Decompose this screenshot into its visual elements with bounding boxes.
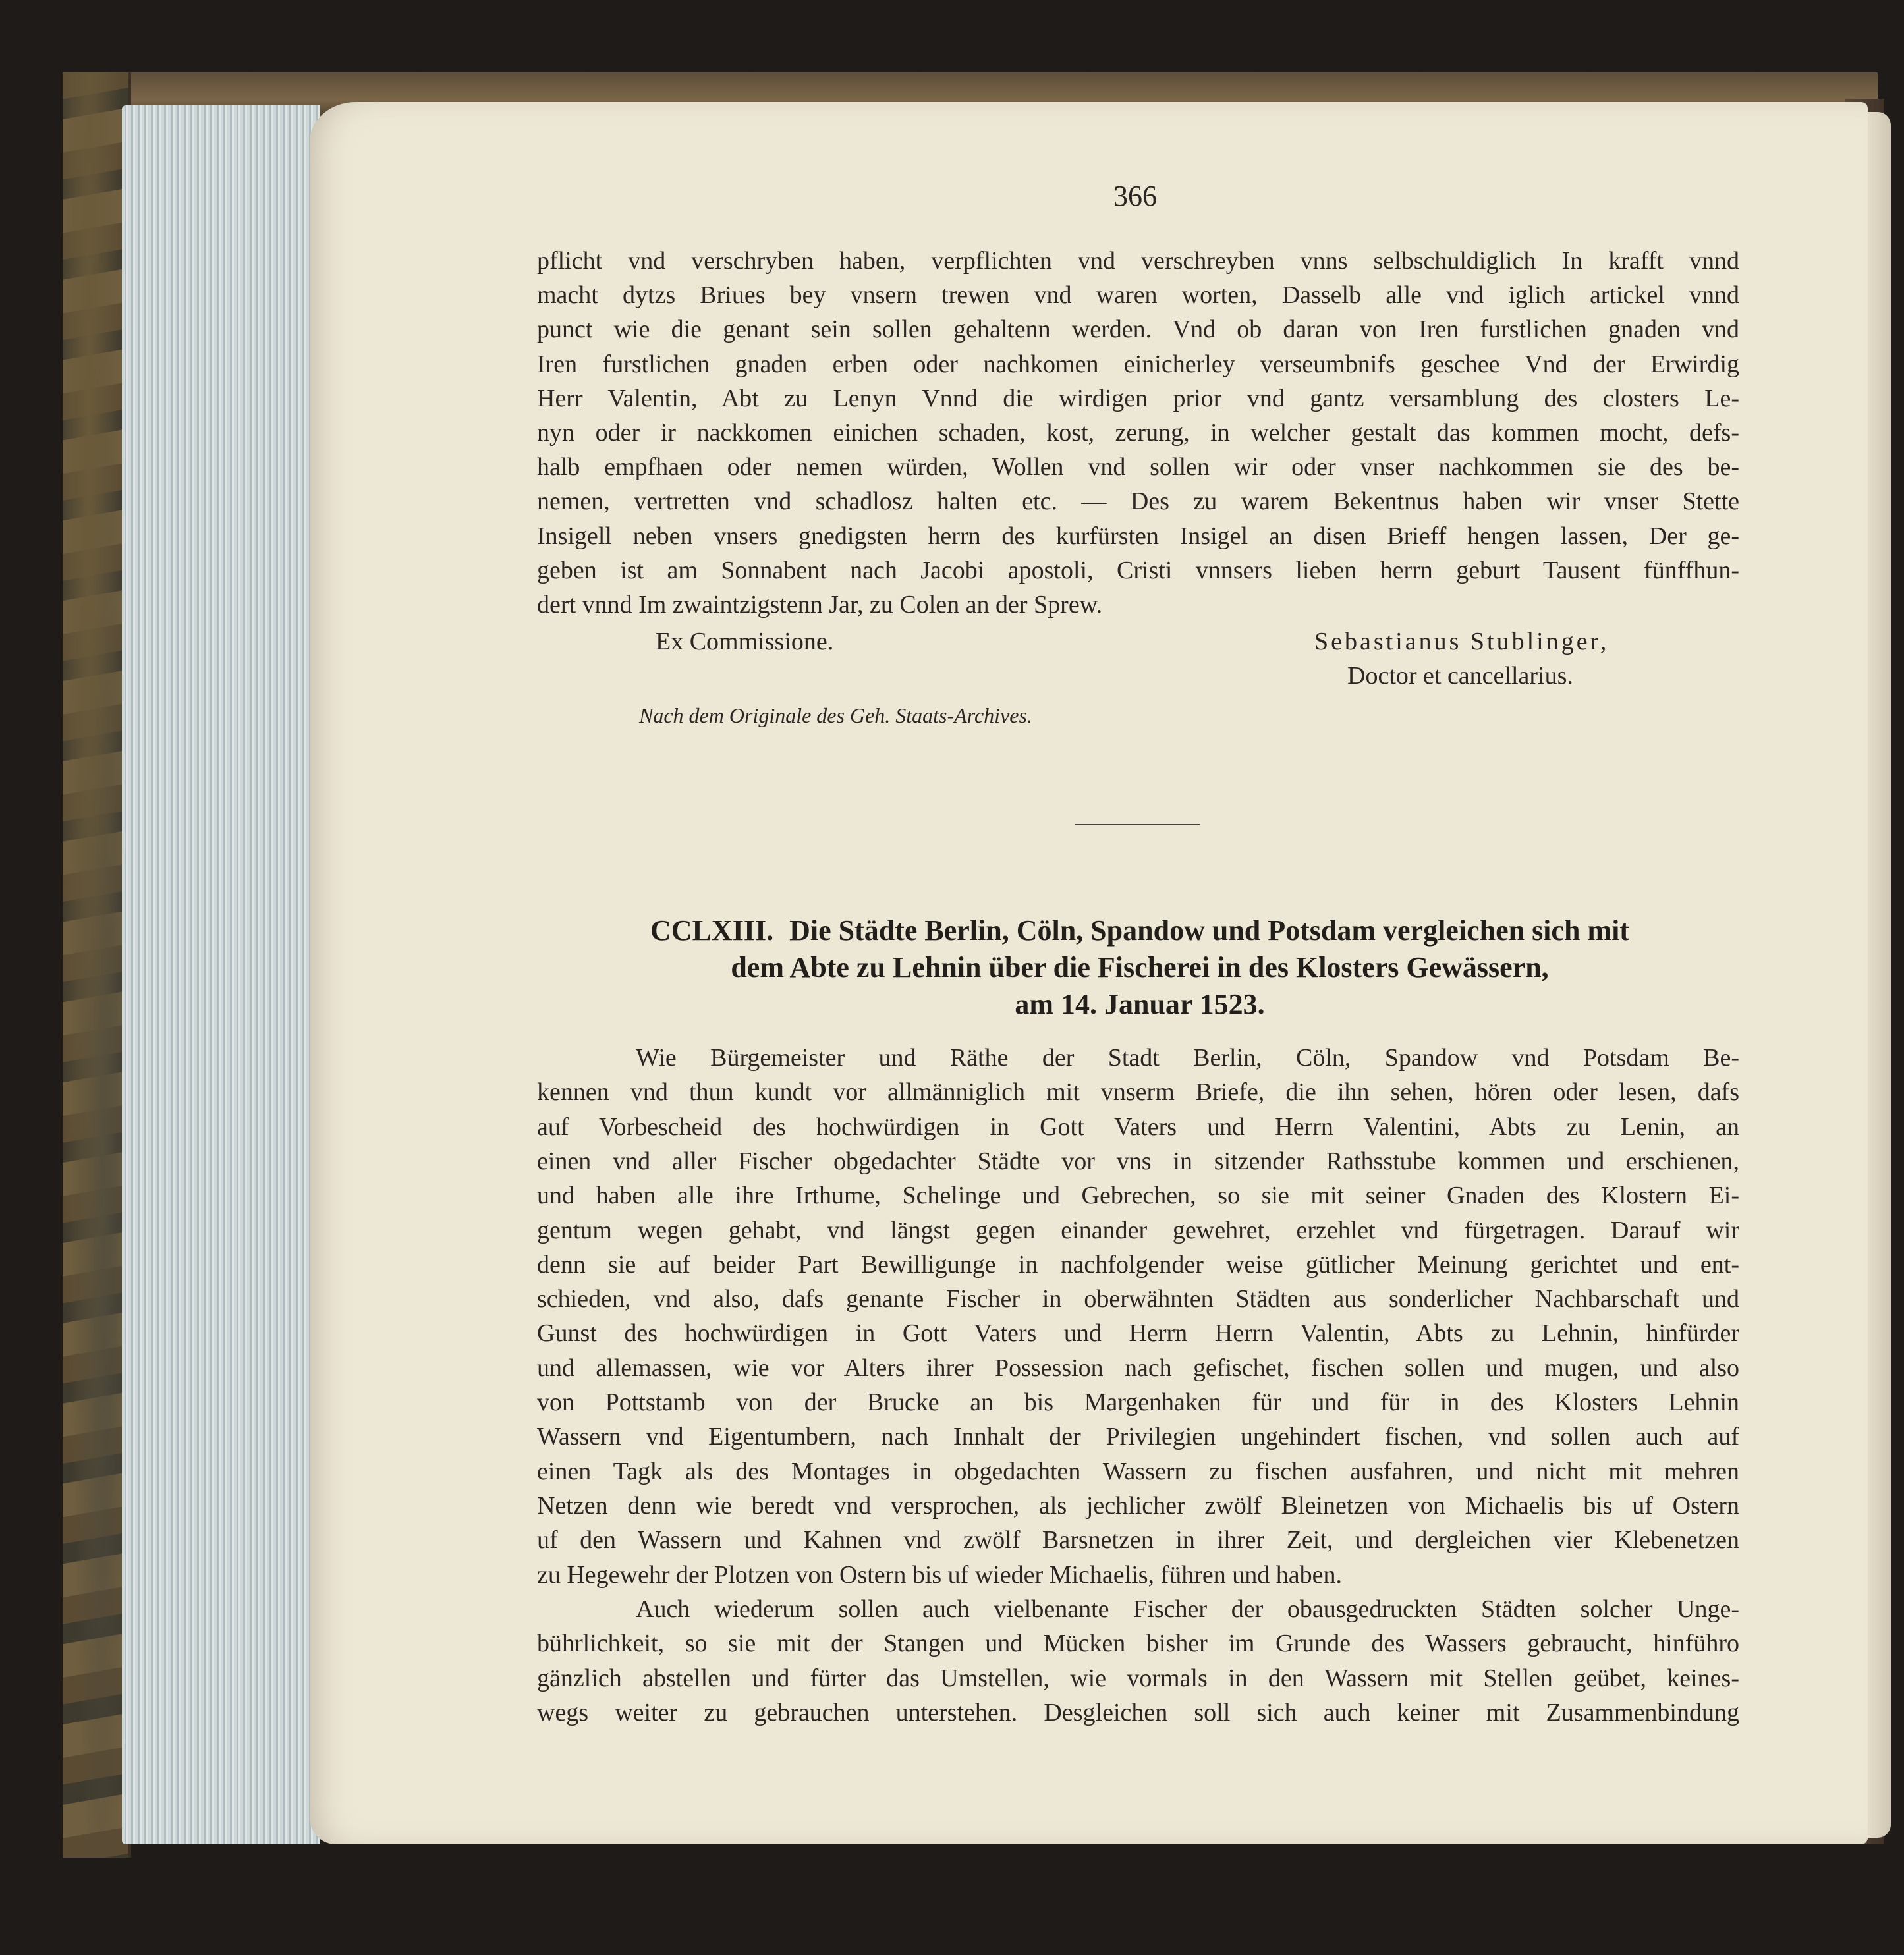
document-heading-line-2: dem Abte zu Lehnin über die Fischerei in des Klosters Gewässern,: [731, 951, 1549, 983]
paragraph-2-line: schieden, vnd also, dafs genante Fischer in oberwähnten Städten aus sonderlicher Nachbarschaft und: [537, 1285, 1739, 1313]
paragraph-2-line: Wassern vnd Eigentumbern, nach Innhalt der Privilegien ungehindert fischen, vnd sollen auch auf: [537, 1423, 1739, 1451]
paragraph-2-line: Gunst des hochwürdigen in Gott Vaters und Herrn Herrn Valentin, Abts zu Lehnin, hinfürder: [537, 1319, 1739, 1348]
facing-page-edge: [1864, 112, 1891, 1838]
paragraph-1-line: halb empfhaen oder nemen würden, Wollen vnd sollen wir oder vnser nachkommen sie des be-: [537, 453, 1739, 482]
paragraph-1-line: geben ist am Sonnabent nach Jacobi apostoli, Cristi vnnsers lieben herrn geburt Tausent fünffhun-: [537, 556, 1739, 584]
paragraph-1-line: nemen, vertretten vnd schadlosz halten etc. — Des zu warem Bekentnus haben wir vnser Stette: [537, 487, 1739, 516]
paragraph-2-line: und allemassen, wie vor Alters ihrer Possession nach gefischet, fischen sollen und mugen, und also: [537, 1354, 1739, 1382]
paragraph-2-line: und haben alle ihre Irthume, Schelinge und Gebrechen, so sie mit seiner Gnaden des Klostern Ei-: [537, 1182, 1739, 1210]
paragraph-3-line: bührlichkeit, so sie mit der Stangen und Mücken bisher im Grunde des Wassers gebraucht, hinführo: [537, 1630, 1739, 1658]
page-number: 366: [1113, 180, 1157, 212]
paragraph-1-line: dert vnnd Im zwaintzigstenn Jar, zu Colen an der Sprew.: [537, 591, 1103, 619]
paragraph-2-line: Netzen denn wie beredt vnd versprochen, als jechlicher zwölf Bleinetzen von Michaelis bis uf Ostern: [537, 1491, 1739, 1520]
signer-title: Doctor et cancellarius.: [1347, 662, 1573, 690]
paragraph-1-line: Insigell neben vnsers gnedigsten herrn des kurfürsten Insigel an disen Brieff hengen lassen, Der ge-: [537, 522, 1739, 550]
paragraph-2-line: Wie Bürgemeister und Räthe der Stadt Berlin, Cöln, Spandow vnd Potsdam Be-: [636, 1044, 1739, 1072]
document-heading-line-1: [540, 912, 1739, 949]
paragraph-1-line: Iren furstlichen gnaden erben oder nachkomen einicherley verseumbnifs geschee Vnd der Erwirdig: [537, 350, 1739, 378]
signer-name: Sebastianus Stublinger,: [1314, 628, 1610, 655]
paragraph-1-line: nyn oder ir nackkomen einichen schaden, kost, zerung, in welcher gestalt das kommen mocht, defs-: [537, 419, 1739, 447]
paragraph-3-line: Auch wiederum sollen auch vielbenante Fischer der obausgedruckten Städten solcher Unge-: [636, 1595, 1739, 1623]
paragraph-2-line: von Pottstamb von der Brucke an bis Margenhaken für und für in des Klosters Lehnin: [537, 1389, 1739, 1416]
ex-commissione-note: Ex Commissione.: [656, 628, 834, 655]
paragraph-2-line: kennen vnd thun kundt vor allmänniglich mit vnserm Briefe, die ihn sehen, hören oder lesen, dafs: [537, 1078, 1739, 1107]
document-heading-date: am 14. Januar 1523.: [1015, 988, 1265, 1020]
paragraph-2-line: denn sie auf beider Part Bewilligunge in nachfolgender weise gütlicher Meinung gerichtet und ent-: [537, 1250, 1739, 1279]
paragraph-3-line: wegs weiter zu gebrauchen unterstehen. Desgleichen soll sich auch keiner mit Zusammenbindung: [537, 1698, 1739, 1726]
paragraph-1-line: Herr Valentin, Abt zu Lenyn Vnnd die wirdigen prior vnd gantz versamblung des closters Le-: [537, 384, 1739, 412]
heading-text-1: Die Städte Berlin, Cöln, Spandow und Potsdam vergleichen sich mit: [789, 914, 1629, 947]
paragraph-2-line: einen vnd aller Fischer obgedachter Städte vor vns in sitzender Rathsstube kommen und erschienen,: [537, 1147, 1739, 1175]
paragraph-1-line: macht dytzs Briues bey vnsern trewen vnd waren worten, Dasselb alle vnd iglich artickel vnnd: [537, 281, 1739, 310]
paragraph-2-line: uf den Wassern und Kahnen vnd zwölf Barsnetzen in ihrer Zeit, und dergleichen vier Klebenetzen: [537, 1526, 1739, 1555]
page-edges-stack: [122, 105, 320, 1844]
paragraph-3-line: gänzlich abstellen und fürter das Umstellen, wie vormals in den Wassern mit Stellen geübet, keines-: [537, 1664, 1739, 1692]
paragraph-1-line: pflicht vnd verschryben haben, verpflichten vnd verschreyben vnns selbschuldiglich In krafft vnnd: [537, 247, 1739, 275]
paragraph-2-line: zu Hegewehr der Plotzen von Ostern bis uf wieder Michaelis, führen und haben.: [537, 1560, 1342, 1589]
document-number: CCLXIII.: [650, 914, 774, 947]
paragraph-2-line: einen Tagk als des Montages in obgedachten Wassern zu fischen ausfahren, und nicht mit mehren: [537, 1457, 1739, 1485]
section-divider: [1075, 824, 1200, 825]
source-note: Nach dem Originale des Geh. Staats-Archives.: [639, 703, 1032, 727]
paragraph-2-line: gentum wegen gehabt, vnd längst gegen einander gewehret, erzehlet vnd fürgetragen. Darauf wir: [537, 1216, 1739, 1244]
paragraph-1-line: punct wie die genant sein sollen gehaltenn werden. Vnd ob daran von Iren furstlichen gnaden vnd: [537, 316, 1739, 344]
paragraph-2-line: auf Vorbescheid des hochwürdigen in Gott Vaters und Herrn Valentini, Abts zu Lenin, an: [537, 1113, 1739, 1141]
marbled-cover-left: [63, 72, 131, 1858]
